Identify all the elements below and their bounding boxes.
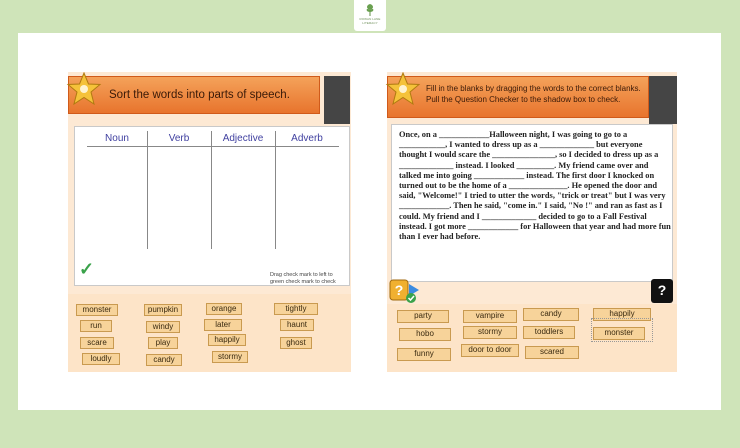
word-tile[interactable]: party (397, 310, 449, 323)
column-header-adverb: Adverb (291, 133, 323, 144)
word-tile[interactable]: scared (525, 346, 579, 359)
sort-activity-header (68, 76, 320, 114)
word-tile[interactable]: monster (76, 304, 118, 316)
column-adjective[interactable] (211, 127, 275, 249)
column-header-adjective: Adjective (222, 133, 264, 144)
word-tile[interactable]: hobo (399, 328, 451, 341)
word-tile[interactable]: vampire (463, 310, 517, 323)
word-tile[interactable]: ghost (280, 337, 312, 349)
column-verb[interactable] (147, 127, 211, 249)
column-adverb[interactable] (275, 127, 339, 249)
header-dark-tab (324, 76, 350, 124)
word-tile[interactable]: stormy (212, 351, 248, 363)
logo-line-1: ROWAN LANE (359, 17, 381, 21)
word-tile[interactable]: tightly (274, 303, 318, 315)
word-tile[interactable]: happily (208, 334, 246, 346)
fill-blanks-panel (387, 72, 677, 372)
word-tile[interactable]: play (148, 337, 178, 349)
star-icon (66, 72, 102, 106)
word-tile[interactable]: scare (80, 337, 114, 349)
word-tile[interactable]: candy (523, 308, 579, 321)
sort-activity-panel (68, 72, 351, 372)
word-tile[interactable]: stormy (463, 326, 517, 339)
story-passage: Once, on a ____________Halloween night, I was going to go to a ___________, I wanted to dress up as a _____________ but everyone thought I would scare the _______________, so I decided to dress up as a _____________ instead. I looked _________. My friend came over and talked me into going ____________ instead. The first door I knocked on turned out to be the home of a ______________. He opened the door and said, "Welcome!" I tried to utter the words, "trick or treat" but I was very ____________. Then he said, "come in." I said, "No !" and ran as fast as I could. My friend and I _____________ decided to go to a Fall Festival instead. I got more ____________ for Halloween that year and had more fun than I ever had before. (399, 130, 671, 242)
word-tile[interactable]: loudly (82, 353, 120, 365)
word-bank (387, 304, 677, 372)
sort-activity-title: Sort the words into parts of speech. (109, 89, 290, 101)
word-tile[interactable]: pumpkin (144, 304, 182, 316)
word-tile[interactable]: candy (146, 354, 182, 366)
word-tile[interactable]: windy (146, 321, 180, 333)
word-tile[interactable]: toddlers (523, 326, 575, 339)
check-mark-icon[interactable]: ✓ (79, 259, 95, 279)
svg-text:?: ? (394, 282, 404, 298)
speech-bubble-icon: ? (651, 279, 673, 303)
word-tile[interactable]: monster (593, 327, 645, 340)
word-bank (68, 294, 351, 372)
sort-table[interactable] (74, 126, 350, 286)
word-tile[interactable]: happily (593, 308, 651, 321)
logo-text (359, 18, 380, 25)
word-tile[interactable]: run (80, 320, 112, 332)
drag-check-instruction: Drag check mark to left to green check mark to check (270, 272, 336, 285)
story-passage-box (391, 124, 673, 282)
site-logo (354, 0, 386, 31)
question-checker-icon[interactable] (389, 278, 427, 304)
leaf-icon (365, 4, 375, 16)
word-tile[interactable]: later (204, 319, 242, 331)
header-dark-tab (649, 76, 677, 124)
word-tile[interactable]: orange (206, 303, 242, 315)
word-tile[interactable]: door to door (461, 344, 519, 357)
word-tile[interactable]: funny (397, 348, 451, 361)
word-tile[interactable]: haunt (280, 319, 314, 331)
column-header-verb: Verb (168, 133, 190, 144)
logo-line-2: LITERACY (362, 20, 378, 25)
fill-blanks-instruction: Fill in the blanks by dragging the words to the correct blanks. Pull the Question Checker to the shadow box to check. (426, 84, 641, 104)
fill-blanks-header (387, 76, 649, 118)
column-noun[interactable] (87, 127, 147, 249)
column-header-noun: Noun (105, 133, 129, 144)
star-icon (385, 72, 421, 106)
